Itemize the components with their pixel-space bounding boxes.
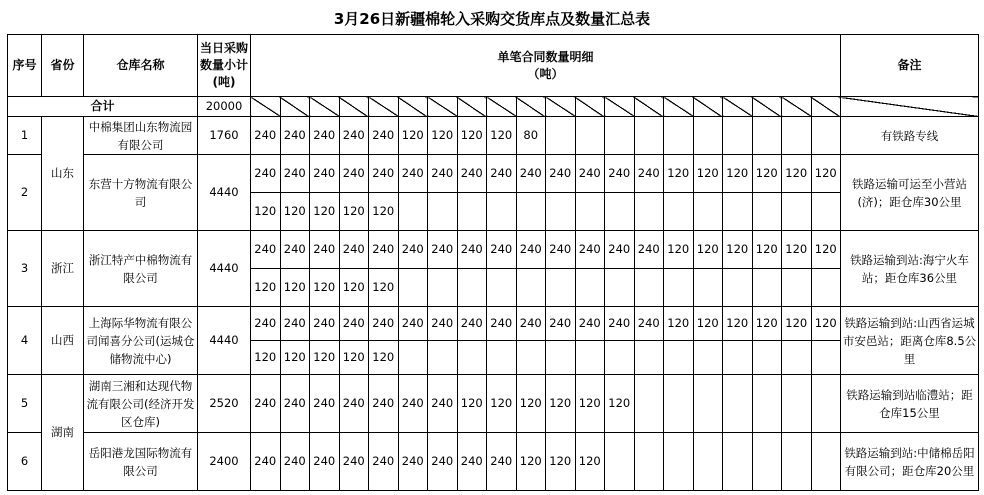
total-row [8, 97, 979, 117]
quantity-cell: 120 [782, 307, 812, 341]
quantity-cell: 240 [339, 307, 369, 341]
quantity-cell: 240 [516, 231, 546, 269]
quantity-cell: 240 [251, 117, 281, 155]
empty-cell [457, 341, 487, 375]
summary-table [7, 34, 979, 491]
remark-cell: 铁路运输到站:中储棉岳阳有限公司；距仓库20公里 [841, 433, 979, 491]
quantity-cell: 240 [487, 307, 517, 341]
quantity-cell: 240 [428, 375, 458, 433]
empty-cell [516, 341, 546, 375]
quantity-cell: 240 [487, 231, 517, 269]
quantity-cell: 120 [339, 193, 369, 231]
quantity-cell: 240 [280, 307, 310, 341]
quantity-cell: 240 [398, 433, 428, 491]
quantity-cell: 240 [605, 231, 635, 269]
quantity-cell: 120 [369, 193, 399, 231]
quantity-cell: 120 [782, 231, 812, 269]
diagonal-cell [487, 97, 517, 117]
diagonal-cell [634, 97, 664, 117]
header-detail-label: 单笔合同数量明细 [497, 49, 594, 64]
diagonal-cell [457, 97, 487, 117]
empty-cell [634, 193, 664, 231]
empty-cell [546, 117, 576, 155]
empty-cell [693, 433, 723, 491]
province-cell: 浙江 [42, 231, 84, 307]
quantity-cell: 240 [280, 155, 310, 193]
empty-cell [811, 375, 841, 433]
quantity-cell: 240 [369, 307, 399, 341]
diagonal-cell [369, 97, 399, 117]
empty-cell [398, 341, 428, 375]
total-value: 20000 [198, 97, 251, 117]
empty-cell [428, 193, 458, 231]
empty-cell [575, 341, 605, 375]
header-subtotal: 当日采购数量小计(吨) [198, 35, 251, 97]
empty-cell [487, 341, 517, 375]
seq-cell: 5 [8, 375, 42, 433]
subtotal-cell: 2520 [198, 375, 251, 433]
quantity-cell: 240 [487, 433, 517, 491]
quantity-cell: 240 [634, 231, 664, 269]
quantity-cell: 120 [693, 307, 723, 341]
empty-cell [723, 433, 753, 491]
empty-cell [546, 341, 576, 375]
quantity-cell: 120 [457, 117, 487, 155]
quantity-cell: 240 [516, 155, 546, 193]
quantity-cell: 240 [310, 375, 340, 433]
empty-cell [546, 193, 576, 231]
quantity-cell: 120 [782, 155, 812, 193]
quantity-cell: 240 [310, 117, 340, 155]
quantity-cell: 240 [339, 117, 369, 155]
quantity-cell: 240 [310, 231, 340, 269]
empty-cell [605, 341, 635, 375]
header-warehouse: 仓库名称 [84, 35, 198, 97]
diagonal-cell [752, 97, 782, 117]
quantity-cell: 120 [251, 269, 281, 307]
quantity-cell: 120 [251, 193, 281, 231]
header-province: 省份 [42, 35, 84, 97]
empty-cell [693, 269, 723, 307]
diagonal-cell [575, 97, 605, 117]
quantity-cell: 240 [428, 231, 458, 269]
quantity-cell: 240 [428, 433, 458, 491]
quantity-cell: 240 [457, 231, 487, 269]
remark-cell: 铁路运输到站:山西省运城市安邑站；距离仓库8.5公里 [841, 307, 979, 375]
quantity-cell: 240 [457, 307, 487, 341]
seq-cell: 4 [8, 307, 42, 375]
empty-cell [723, 269, 753, 307]
quantity-cell: 240 [280, 231, 310, 269]
warehouse-name-cell: 岳阳港龙国际物流有限公司 [84, 433, 198, 491]
empty-cell [723, 117, 753, 155]
empty-cell [723, 375, 753, 433]
quantity-cell: 120 [723, 155, 753, 193]
quantity-cell: 120 [752, 231, 782, 269]
empty-cell [398, 193, 428, 231]
quantity-cell: 120 [575, 375, 605, 433]
empty-cell [811, 433, 841, 491]
empty-cell [664, 193, 694, 231]
empty-cell [782, 117, 812, 155]
quantity-cell: 240 [280, 117, 310, 155]
empty-cell [428, 341, 458, 375]
empty-cell [782, 269, 812, 307]
diagonal-cell [723, 97, 753, 117]
quantity-cell: 240 [428, 155, 458, 193]
seq-cell: 3 [8, 231, 42, 307]
diagonal-cell [516, 97, 546, 117]
header-detail [251, 35, 841, 97]
quantity-cell: 240 [310, 433, 340, 491]
quantity-cell: 240 [398, 307, 428, 341]
empty-cell [811, 117, 841, 155]
quantity-cell: 240 [339, 155, 369, 193]
quantity-cell: 120 [339, 341, 369, 375]
quantity-cell: 120 [693, 231, 723, 269]
table-row [8, 375, 979, 433]
empty-cell [575, 269, 605, 307]
quantity-cell: 120 [723, 231, 753, 269]
header-seq: 序号 [8, 35, 42, 97]
quantity-cell: 120 [752, 155, 782, 193]
empty-cell [634, 375, 664, 433]
empty-cell [398, 269, 428, 307]
empty-cell [752, 193, 782, 231]
seq-cell: 6 [8, 433, 42, 491]
empty-cell [516, 193, 546, 231]
quantity-cell: 120 [369, 269, 399, 307]
quantity-cell: 120 [310, 193, 340, 231]
empty-cell [487, 193, 517, 231]
empty-cell [575, 117, 605, 155]
quantity-cell: 120 [251, 341, 281, 375]
quantity-cell: 240 [398, 155, 428, 193]
diagonal-cell [693, 97, 723, 117]
empty-cell [782, 193, 812, 231]
empty-cell [457, 193, 487, 231]
empty-cell [605, 193, 635, 231]
quantity-cell: 120 [310, 341, 340, 375]
empty-cell [664, 269, 694, 307]
quantity-cell: 120 [369, 341, 399, 375]
empty-cell [782, 375, 812, 433]
province-cell: 山东 [42, 117, 84, 231]
empty-cell [664, 117, 694, 155]
warehouse-name-cell: 东营十方物流有限公司 [84, 155, 198, 231]
quantity-cell: 240 [369, 433, 399, 491]
empty-cell [605, 433, 635, 491]
quantity-cell: 240 [398, 231, 428, 269]
diagonal-cell [782, 97, 812, 117]
remark-cell: 铁路运输到站临澧站；距仓库15公里 [841, 375, 979, 433]
empty-cell [605, 269, 635, 307]
quantity-cell: 120 [280, 193, 310, 231]
table-row [8, 307, 979, 341]
province-cell: 山西 [42, 307, 84, 375]
empty-cell [634, 269, 664, 307]
quantity-cell: 240 [605, 155, 635, 193]
diagonal-cell [310, 97, 340, 117]
quantity-cell: 120 [752, 307, 782, 341]
table-row [8, 155, 979, 193]
diagonal-cell [339, 97, 369, 117]
quantity-cell: 240 [280, 433, 310, 491]
subtotal-cell: 4440 [198, 155, 251, 231]
empty-cell [693, 193, 723, 231]
quantity-cell: 120 [487, 117, 517, 155]
diagonal-cell [280, 97, 310, 117]
diagonal-cell [398, 97, 428, 117]
quantity-cell: 240 [251, 375, 281, 433]
header-row [8, 35, 979, 97]
empty-cell [811, 193, 841, 231]
empty-cell [811, 341, 841, 375]
quantity-cell: 240 [457, 433, 487, 491]
empty-cell [634, 433, 664, 491]
quantity-cell: 120 [811, 231, 841, 269]
quantity-cell: 240 [575, 307, 605, 341]
quantity-cell: 240 [546, 307, 576, 341]
quantity-cell: 120 [723, 307, 753, 341]
empty-cell [782, 433, 812, 491]
empty-cell [516, 269, 546, 307]
quantity-cell: 240 [605, 307, 635, 341]
quantity-cell: 240 [310, 155, 340, 193]
quantity-cell: 120 [428, 117, 458, 155]
empty-cell [723, 341, 753, 375]
subtotal-cell: 2400 [198, 433, 251, 491]
province-cell: 湖南 [42, 375, 84, 491]
empty-cell [752, 117, 782, 155]
quantity-cell: 240 [369, 155, 399, 193]
header-remark: 备注 [841, 35, 979, 97]
quantity-cell: 240 [339, 375, 369, 433]
quantity-cell: 120 [398, 117, 428, 155]
table-row [8, 231, 979, 269]
quantity-cell: 120 [516, 433, 546, 491]
subtotal-cell: 4440 [198, 231, 251, 307]
quantity-cell: 240 [634, 307, 664, 341]
empty-cell [546, 269, 576, 307]
empty-cell [723, 193, 753, 231]
empty-cell [752, 269, 782, 307]
quantity-cell: 120 [310, 269, 340, 307]
quantity-cell: 120 [280, 341, 310, 375]
empty-cell [693, 341, 723, 375]
empty-cell [782, 341, 812, 375]
empty-cell [428, 269, 458, 307]
empty-cell [752, 375, 782, 433]
quantity-cell: 240 [280, 375, 310, 433]
quantity-cell: 120 [280, 269, 310, 307]
empty-cell [664, 341, 694, 375]
quantity-cell: 240 [369, 117, 399, 155]
quantity-cell: 240 [575, 231, 605, 269]
remark-cell: 铁路运输可运至小营站(济)；距仓库30公里 [841, 155, 979, 231]
quantity-cell: 120 [339, 269, 369, 307]
quantity-cell: 240 [251, 433, 281, 491]
remark-cell: 有铁路专线 [841, 117, 979, 155]
empty-cell [664, 433, 694, 491]
quantity-cell: 240 [339, 433, 369, 491]
seq-cell: 2 [8, 155, 42, 231]
diagonal-cell [546, 97, 576, 117]
warehouse-name-cell: 上海际华物流有限公司闻喜分公司(运城仓储物流中心) [84, 307, 198, 375]
diagonal-cell [251, 97, 281, 117]
empty-cell [487, 269, 517, 307]
quantity-cell: 120 [546, 433, 576, 491]
seq-cell: 1 [8, 117, 42, 155]
quantity-cell: 120 [487, 375, 517, 433]
empty-cell [693, 117, 723, 155]
quantity-cell: 240 [398, 375, 428, 433]
quantity-cell: 120 [811, 307, 841, 341]
quantity-cell: 240 [251, 231, 281, 269]
diagonal-cell [664, 97, 694, 117]
quantity-cell: 120 [693, 155, 723, 193]
warehouse-name-cell: 中棉集团山东物流园有限公司 [84, 117, 198, 155]
empty-cell [575, 193, 605, 231]
empty-cell [457, 269, 487, 307]
empty-cell [752, 433, 782, 491]
diagonal-cell [428, 97, 458, 117]
subtotal-cell: 4440 [198, 307, 251, 375]
empty-cell [811, 269, 841, 307]
header-detail-unit: （吨） [527, 66, 564, 81]
quantity-cell: 240 [251, 307, 281, 341]
table-row [8, 117, 979, 155]
quantity-cell: 120 [546, 375, 576, 433]
quantity-cell: 240 [339, 231, 369, 269]
warehouse-name-cell: 湖南三湘和达现代物流有限公司(经济开发区仓库) [84, 375, 198, 433]
quantity-cell: 240 [487, 155, 517, 193]
warehouse-name-cell: 浙江特产中棉物流有限公司 [84, 231, 198, 307]
empty-cell [605, 117, 635, 155]
diagonal-cell [605, 97, 635, 117]
empty-cell [693, 375, 723, 433]
diagonal-cell [841, 97, 979, 117]
quantity-cell: 240 [310, 307, 340, 341]
quantity-cell: 120 [516, 375, 546, 433]
quantity-cell: 120 [575, 433, 605, 491]
total-label: 合计 [8, 97, 198, 117]
quantity-cell: 240 [546, 155, 576, 193]
quantity-cell: 240 [251, 155, 281, 193]
quantity-cell: 120 [605, 375, 635, 433]
remark-cell: 铁路运输到站:海宁火车站；距仓库36公里 [841, 231, 979, 307]
empty-cell [752, 341, 782, 375]
quantity-cell: 120 [664, 307, 694, 341]
quantity-cell: 240 [634, 155, 664, 193]
quantity-cell: 240 [516, 307, 546, 341]
quantity-cell: 240 [575, 155, 605, 193]
quantity-cell: 240 [546, 231, 576, 269]
quantity-cell: 80 [516, 117, 546, 155]
page-title: 3月26日新疆棉轮入采购交货库点及数量汇总表 [333, 10, 651, 28]
table-row [8, 433, 979, 491]
quantity-cell: 120 [664, 155, 694, 193]
empty-cell [634, 341, 664, 375]
empty-cell [634, 117, 664, 155]
diagonal-cell [811, 97, 841, 117]
quantity-cell: 240 [369, 231, 399, 269]
empty-cell [664, 375, 694, 433]
quantity-cell: 240 [428, 307, 458, 341]
quantity-cell: 240 [457, 155, 487, 193]
quantity-cell: 240 [369, 375, 399, 433]
quantity-cell: 120 [457, 375, 487, 433]
quantity-cell: 120 [811, 155, 841, 193]
quantity-cell: 120 [664, 231, 694, 269]
subtotal-cell: 1760 [198, 117, 251, 155]
